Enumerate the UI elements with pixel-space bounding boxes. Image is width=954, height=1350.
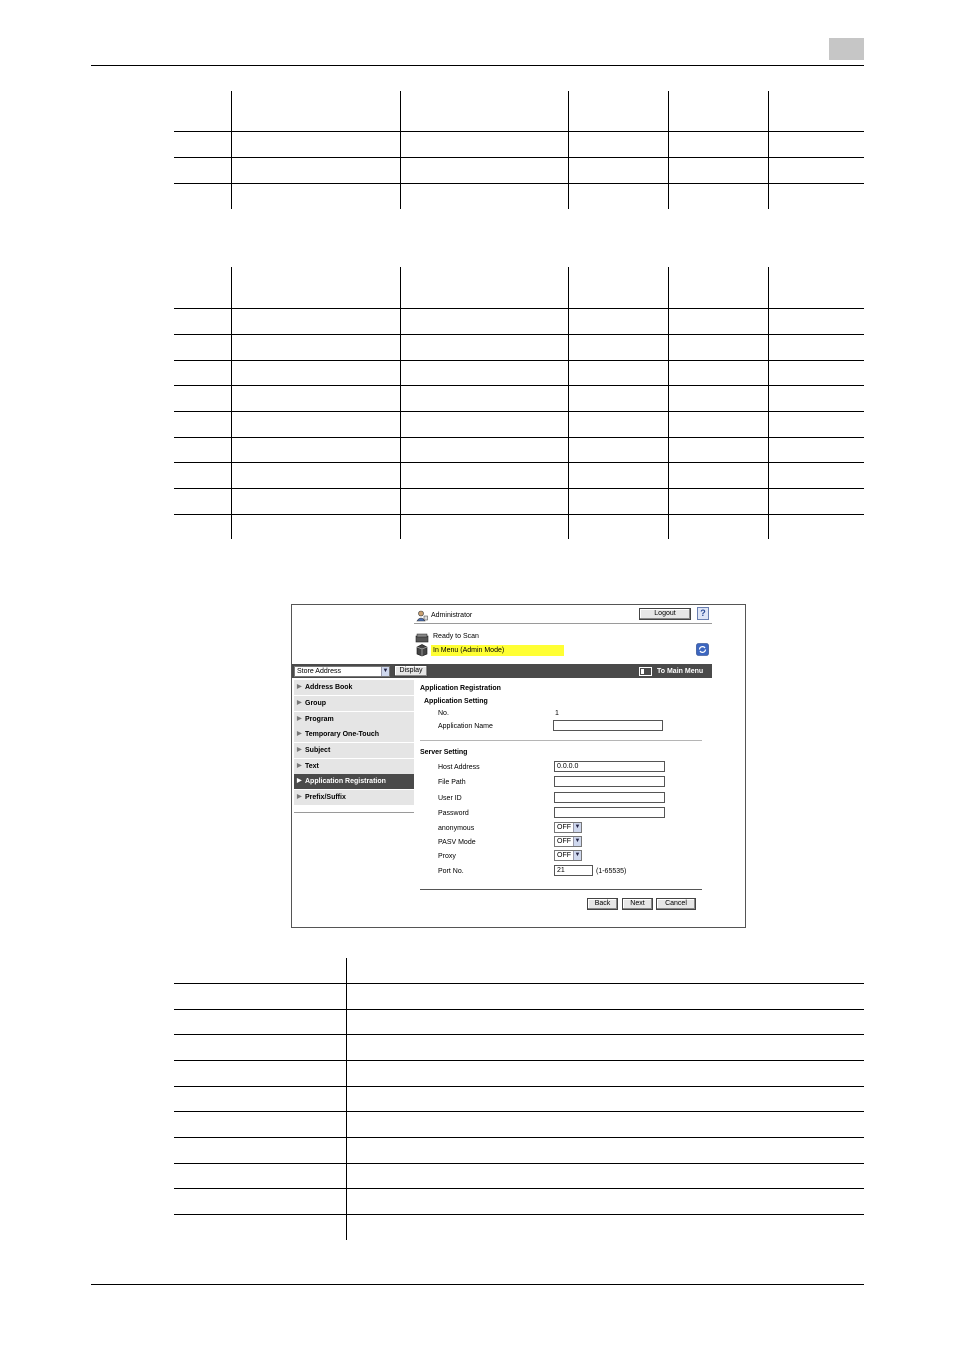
nav-item-subject[interactable] <box>294 743 414 758</box>
table-2-row-divider <box>174 411 864 412</box>
proxy-select[interactable] <box>554 850 582 861</box>
chevron-down-icon: ▼ <box>574 838 581 844</box>
table-1-row-divider <box>174 131 864 132</box>
host-address-label: Host Address <box>438 764 480 771</box>
ready-status-text: Ready to Scan <box>433 633 479 640</box>
table-2-col-divider <box>400 267 401 539</box>
table-2-row-divider <box>174 437 864 438</box>
help-icon[interactable]: ? <box>697 607 709 620</box>
triangle-right-icon: ▶ <box>297 716 302 722</box>
nav-label: Application Registration <box>305 778 386 785</box>
nav-item-address-book[interactable] <box>294 680 414 695</box>
footer-rule <box>91 1284 864 1285</box>
table-1-col-divider <box>231 91 232 209</box>
form-bottom-divider <box>420 889 702 890</box>
pasv-mode-select[interactable] <box>554 836 582 847</box>
table-3-row-divider <box>174 1214 864 1215</box>
triangle-right-icon: ▶ <box>297 747 302 753</box>
table-2-col-divider <box>668 267 669 539</box>
cancel-button[interactable]: Cancel <box>656 898 696 910</box>
store-address-select-value: Store Address <box>297 668 341 675</box>
port-range-hint: (1-65535) <box>596 868 627 875</box>
table-1-row-divider <box>174 157 864 158</box>
box-icon <box>415 643 429 657</box>
administrator-label: Administrator <box>431 612 473 619</box>
table-1-row-divider <box>174 183 864 184</box>
section-divider <box>420 740 702 741</box>
proxy-label: Proxy <box>438 853 456 860</box>
table-3-row-divider <box>174 983 864 984</box>
table-3-row-divider <box>174 1188 864 1189</box>
table-3-col-divider <box>346 958 347 1240</box>
table-2-col-divider <box>768 267 769 539</box>
no-label: No. <box>438 710 449 717</box>
chevron-down-icon: ▼ <box>574 824 581 830</box>
store-address-select[interactable] <box>294 666 390 677</box>
nav-label: Program <box>305 716 334 723</box>
refresh-icon[interactable] <box>696 643 709 656</box>
header-divider <box>414 623 712 624</box>
admin-mode-text: In Menu (Admin Mode) <box>433 647 505 654</box>
user-id-input[interactable] <box>554 792 665 803</box>
anonymous-select-value: OFF <box>557 824 571 831</box>
table-2-row-divider <box>174 334 864 335</box>
table-3-row-divider <box>174 1009 864 1010</box>
to-main-menu-link[interactable]: To Main Menu <box>657 668 704 675</box>
triangle-right-icon: ▶ <box>297 684 302 690</box>
nav-label: Address Book <box>305 684 353 691</box>
host-address-input[interactable]: 0.0.0.0 <box>554 761 665 772</box>
scanner-icon <box>415 630 429 640</box>
application-name-label: Application Name <box>438 723 493 730</box>
triangle-right-icon: ▶ <box>297 700 302 706</box>
nav-label: Temporary One-Touch <box>305 731 380 738</box>
nav-item-application-registration[interactable] <box>294 774 414 789</box>
file-path-label: File Path <box>438 779 466 786</box>
nav-item-group[interactable] <box>294 696 414 711</box>
table-1-col-divider <box>400 91 401 209</box>
table-1-col-divider <box>668 91 669 209</box>
table-2-row-divider <box>174 308 864 309</box>
nav-item-program[interactable] <box>294 712 414 727</box>
administrator-icon <box>416 609 428 621</box>
nav-label: Text <box>305 763 319 770</box>
table-2-col-divider <box>231 267 232 539</box>
table-3-row-divider <box>174 1086 864 1087</box>
back-button[interactable]: Back <box>587 898 618 910</box>
anonymous-label: anonymous <box>438 825 475 832</box>
password-label: Password <box>438 810 469 817</box>
header-rule <box>91 65 864 66</box>
page-number-tab <box>829 38 864 60</box>
port-no-input[interactable]: 21 <box>554 865 593 876</box>
page-title: Application Registration <box>420 685 501 692</box>
triangle-right-icon: ▶ <box>297 763 302 769</box>
table-2-row-divider <box>174 385 864 386</box>
table-1-col-divider <box>768 91 769 209</box>
nav-label: Group <box>305 700 326 707</box>
application-registration-screenshot <box>291 604 746 928</box>
triangle-right-icon: ▶ <box>297 794 302 800</box>
table-2-row-divider <box>174 514 864 515</box>
chevron-down-icon: ▼ <box>574 852 581 858</box>
table-3-row-divider <box>174 1137 864 1138</box>
chevron-down-icon: ▼ <box>382 668 389 674</box>
application-setting-heading: Application Setting <box>424 698 488 705</box>
triangle-right-icon: ▶ <box>297 778 302 784</box>
server-setting-heading: Server Setting <box>420 749 468 756</box>
table-3-row-divider <box>174 1034 864 1035</box>
password-input[interactable] <box>554 807 665 818</box>
nav-item-text[interactable] <box>294 759 414 774</box>
pasv-mode-select-value: OFF <box>557 838 571 845</box>
table-2-row-divider <box>174 462 864 463</box>
table-3-row-divider <box>174 1111 864 1112</box>
table-3-row-divider <box>174 1060 864 1061</box>
table-2-row-divider <box>174 488 864 489</box>
next-button[interactable]: Next <box>622 898 653 910</box>
application-name-input[interactable] <box>553 720 663 731</box>
nav-divider <box>294 812 414 813</box>
proxy-select-value: OFF <box>557 852 571 859</box>
table-2-col-divider <box>568 267 569 539</box>
user-id-label: User ID <box>438 795 462 802</box>
port-no-label: Port No. <box>438 868 464 875</box>
triangle-right-icon: ▶ <box>297 731 302 737</box>
display-button[interactable]: Display <box>394 665 428 677</box>
table-3-row-divider <box>174 1163 864 1164</box>
main-menu-icon <box>639 667 652 676</box>
nav-item-temporary-one-touch[interactable] <box>294 727 414 742</box>
anonymous-select[interactable] <box>554 822 582 833</box>
nav-label: Prefix/Suffix <box>305 794 346 801</box>
file-path-input[interactable] <box>554 776 665 787</box>
no-value: 1 <box>555 710 559 717</box>
logout-button[interactable]: Logout <box>639 608 691 620</box>
nav-item-prefix-suffix[interactable] <box>294 790 414 805</box>
pasv-mode-label: PASV Mode <box>438 839 476 846</box>
table-2-row-divider <box>174 360 864 361</box>
nav-label: Subject <box>305 747 331 754</box>
table-1-col-divider <box>568 91 569 209</box>
